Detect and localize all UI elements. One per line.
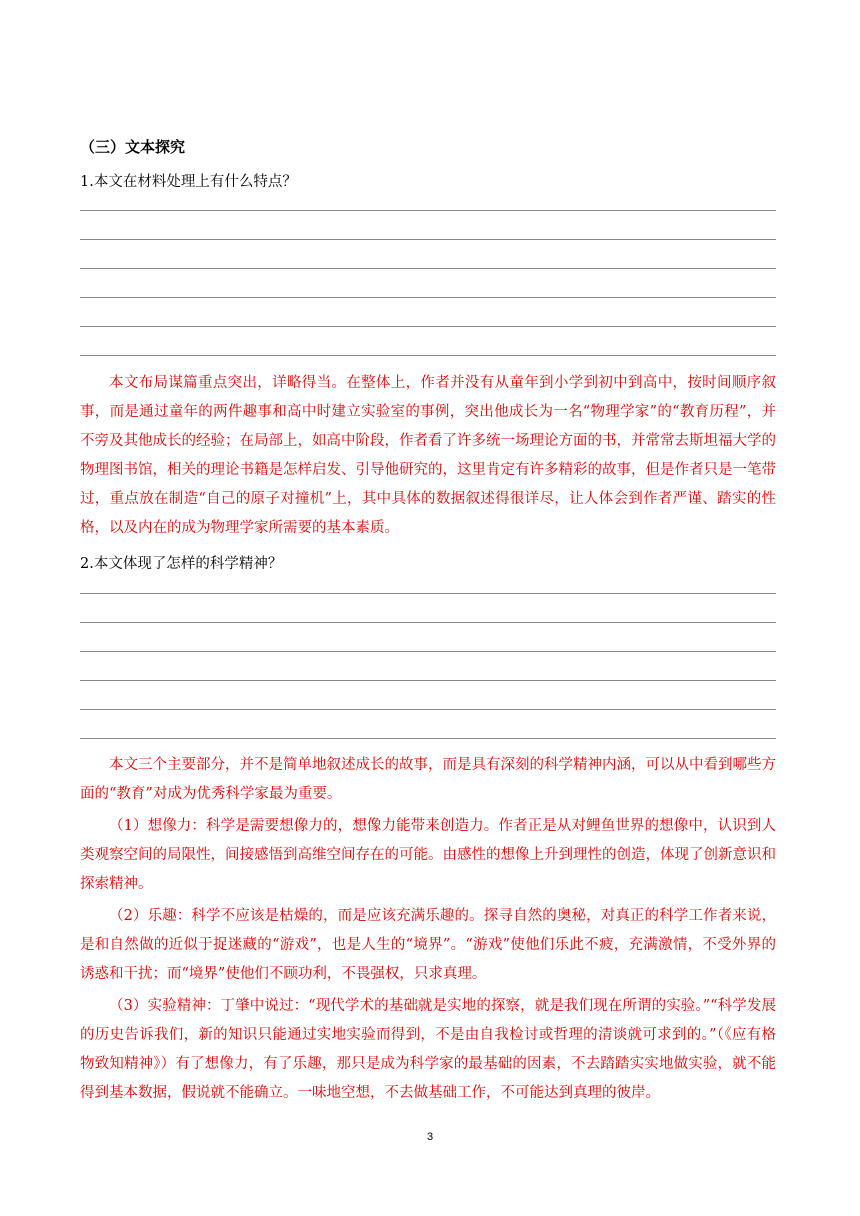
question-1: 1.本文在材料处理上有什么特点？ [80,174,297,190]
answer-line[interactable] [80,326,776,327]
answer-1 [80,369,776,543]
answer-2 [80,751,776,1108]
answer-line[interactable] [80,738,776,739]
answer-line[interactable] [80,297,776,298]
answer-line[interactable] [80,593,776,594]
section-title: （三）文本探究 [80,138,186,156]
answer-paragraph: （1）想像力：科学是需要想像力的，想像力能带来创造力。作者正是从对鲤鱼世界的想像中，认识到人类观察空间的局限性，间接感悟到高维空间存在的可能。由感性的想像上升到理性的创造，体现了创新意识和探索精神。 [80,818,776,892]
answer-line[interactable] [80,239,776,240]
answer-line[interactable] [80,709,776,710]
answer-line[interactable] [80,355,776,356]
answer-paragraph: 本文布局谋篇重点突出，详略得当。在整体上，作者并没有从童年到小学到初中到高中，按时间顺序叙事，而是通过童年的两件趣事和高中时建立实验室的事例，突出他成长为一名“物理学家”的“教育历程”，并不旁及其他成长的经验；在局部上，如高中阶段，作者看了许多统一场理论方面的书，并常常去斯坦福大学的物理图书馆，相关的理论书籍是怎样启发、引导他研究的，这里肯定有许多精彩的故事，但是作者只是一笔带过，重点放在制造“自己的原子对撞机”上，其中具体的数据叙述得很详尽，让人体会到作者严谨、踏实的性格，以及内在的成为物理学家所需要的基本素质。 [80,375,776,536]
question-2: 2.本文体现了怎样的科学精神？ [80,556,283,572]
page-number: 3 [426,1131,434,1143]
answer-line[interactable] [80,651,776,652]
answer-paragraph: 本文三个主要部分，并不是简单地叙述成长的故事，而是具有深刻的科学精神内涵，可以从中看到哪些方面的“教育”对成为优秀科学家最为重要。 [80,757,776,802]
answer-line[interactable] [80,210,776,211]
answer-line[interactable] [80,680,776,681]
answer-paragraph: （3）实验精神：丁肇中说过：“现代学术的基础就是实地的探察，就是我们现在所谓的实验。”“科学发展的历史告诉我们，新的知识只能通过实地实验而得到，不是由自我检讨或哲理的清谈就可求到的。”（《应有格物致知精神》）有了想像力，有了乐趣，那只是成为科学家的最基础的因素，不去踏踏实实地做实验，就不能得到基本数据，假说就不能确立。一味地空想，不去做基础工作，不可能达到真理的彼岸。 [80,998,776,1101]
answer-paragraph: （2）乐趣：科学不应该是枯燥的，而是应该充满乐趣的。探寻自然的奥秘，对真正的科学工作者来说，是和自然做的近似于捉迷藏的“游戏”，也是人生的“境界”。“游戏”使他们乐此不疲，充满激情，不受外界的诱惑和干扰；而“境界”使他们不顾功利，不畏强权，只求真理。 [80,908,776,982]
answer-line[interactable] [80,622,776,623]
answer-line[interactable] [80,268,776,269]
